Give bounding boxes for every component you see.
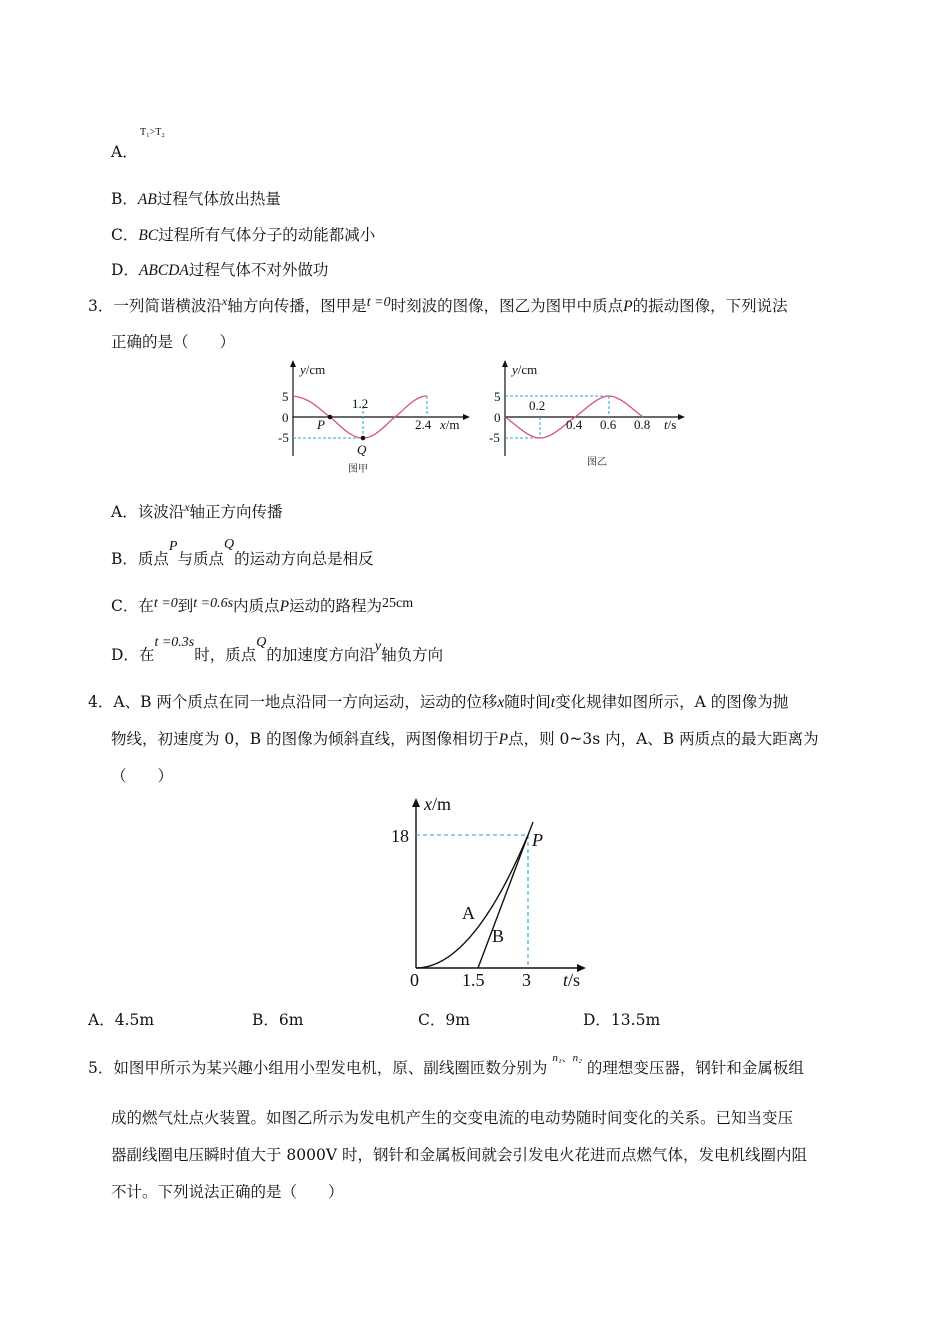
yi-t08-tick: 0.8 <box>634 417 651 432</box>
yi-caption: 图乙 <box>587 457 607 468</box>
jia-x-label: x/m <box>440 417 460 432</box>
jia-x-arrow <box>463 414 470 420</box>
q4-option-a: A．4.5m <box>88 1011 155 1029</box>
q5-stem-line1: 5．如图甲所示为某兴趣小组用小型发电机，原、副线圈匝数分别为 $^{n_1、n_2}$ 的理想变压器，钢针和金属板组 <box>88 1052 804 1077</box>
q5-stem-line2: 成的燃气灶点火装置。如图乙所示为发电机产生的交变电流的电动势随时间变化的关系。已知当变压 <box>111 1109 794 1127</box>
jia-y-arrow <box>290 360 296 367</box>
q5-stem-line3: 器副线圈电压瞬时值大于 8000V 时，钢针和金属板间就会引发电火花进而点燃气体，发电机线圈内阻 <box>111 1146 807 1164</box>
q3-option-b: B．质点P与质点Q的运动方向总是相反 <box>111 537 374 568</box>
q3-figure-yi <box>488 358 693 476</box>
jia-y-label: y/cm <box>300 362 326 377</box>
q3-option-c: C．在t =0到t =0.6s内质点P运动的路程为25cm <box>111 596 414 615</box>
jia-y0-tick: 0 <box>282 410 289 425</box>
yi-y5-tick: 5 <box>494 389 501 404</box>
q4-option-b: B．6m <box>252 1011 304 1029</box>
q4-stem-line3: （ ） <box>111 767 174 785</box>
q4-curve-a <box>416 835 528 968</box>
q4-x3-tick: 3 <box>522 970 531 990</box>
q3-option-d: D．在t =0.3s时，质点Q的加速度方向沿y轴负方向 <box>111 635 444 664</box>
jia-x24-tick: 2.4 <box>415 417 432 432</box>
q4-stem-line1: 4．A、B 两个质点在同一地点沿同一方向运动，运动的位移x随时间t变化规律如图所示，A 的图像为抛 <box>88 693 789 711</box>
q4-y18-tick: 18 <box>391 826 409 846</box>
q4-stem-line2: 物线，初速度为 0，B 的图像为倾斜直线，两图像相切于P点，则 0~3s 内，A、B 两质点的最大距离为 <box>111 730 819 748</box>
q4-option-d: D．13.5m <box>583 1011 661 1029</box>
jia-caption: 图甲 <box>348 464 368 475</box>
q4-x0-tick: 0 <box>410 970 419 990</box>
yi-yneg5-tick: -5 <box>489 430 500 445</box>
q3-stem-line1: 3．一列简谐横波沿$^x$轴方向传播，图甲是t =0时刻波的图像，图乙为图甲中质点P的振动图像，下列说法 <box>88 294 788 315</box>
q4-y-arrow <box>412 798 420 807</box>
yi-t02-tick: 0.2 <box>529 398 546 413</box>
q4-p-label: P <box>532 830 543 850</box>
jia-y5-tick: 5 <box>282 389 289 404</box>
yi-x-label: t/s <box>664 417 677 432</box>
jia-q-label: Q <box>357 442 367 457</box>
q4-b-label: B <box>492 926 505 946</box>
yi-x-arrow <box>678 414 685 420</box>
jia-point-q <box>361 436 366 441</box>
yi-t06-tick: 0.6 <box>600 417 617 432</box>
q4-a-label: A <box>462 903 475 923</box>
q2-option-d: D．ABCDA过程气体不对外做功 <box>111 261 329 279</box>
q2-option-c: C．BC过程所有气体分子的动能都减小 <box>111 226 376 244</box>
q3-figure-jia <box>278 358 478 476</box>
yi-y0-tick: 0 <box>494 410 501 425</box>
q4-x-label: t/s <box>563 970 581 990</box>
q2-option-b: B．AB过程气体放出热量 <box>111 190 281 208</box>
yi-y-arrow <box>502 360 508 367</box>
yi-y-label: y/cm <box>512 362 538 377</box>
q3-option-a: A．该波沿$^x$轴正方向传播 <box>111 500 283 521</box>
q4-figure <box>382 790 592 995</box>
yi-t04-tick: 0.4 <box>566 417 583 432</box>
q5-stem-line4: 不计。下列说法正确的是（ ） <box>111 1183 344 1201</box>
jia-point-p <box>328 415 333 420</box>
q4-x15-tick: 1.5 <box>462 970 485 990</box>
q4-y-label: x/m <box>424 794 452 814</box>
jia-p-label: P <box>317 417 325 432</box>
q4-line-b <box>478 822 533 968</box>
jia-yneg5-tick: -5 <box>278 430 289 445</box>
q3-stem-line2: 正确的是（ ） <box>111 333 236 351</box>
jia-x12-tick: 1.2 <box>352 396 369 411</box>
q2-option-a-formula: T₁>T₂ <box>140 127 165 138</box>
q2-option-a: A． <box>111 143 138 161</box>
q4-option-c: C．9m <box>418 1011 470 1029</box>
